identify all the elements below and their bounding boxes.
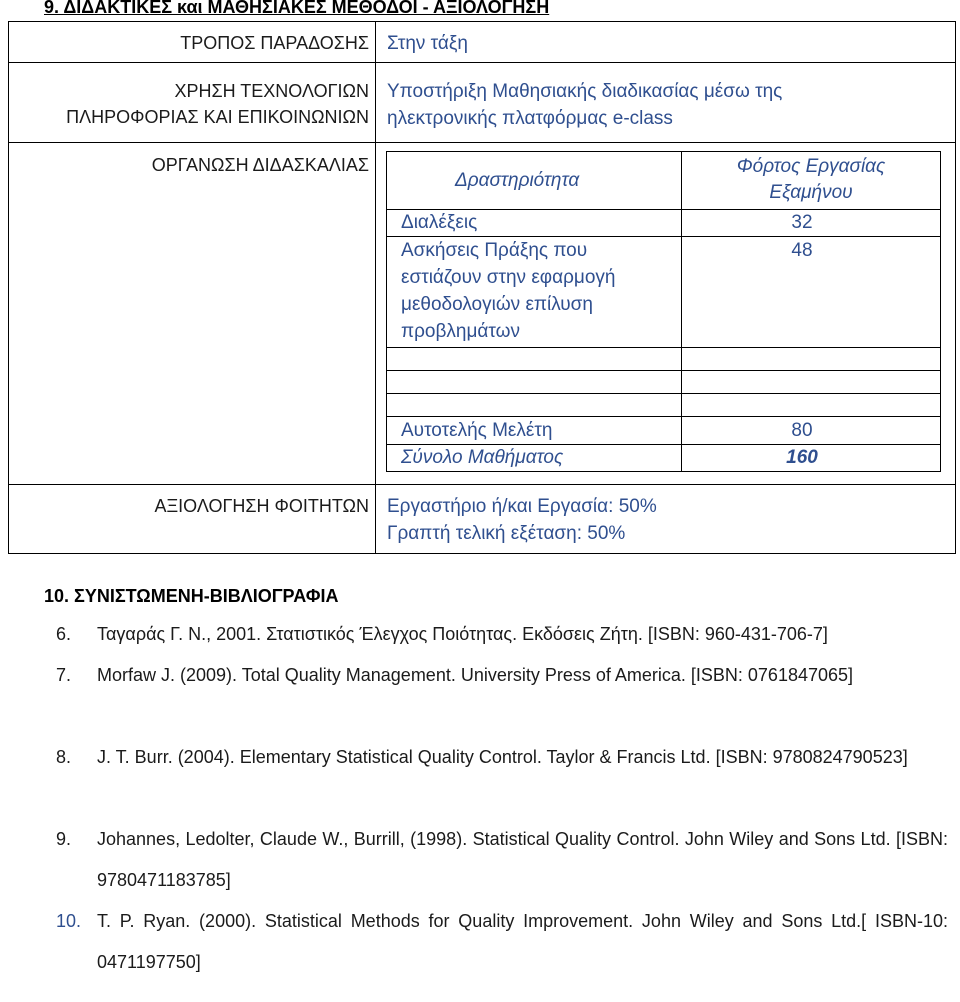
reference-text: Ταγαράς Γ. Ν., 2001. Στατιστικός Έλεγχος Ποιότητας. Εκδόσεις Ζήτη. [ISBN: 960-431-706-7] xyxy=(97,624,828,644)
exercises-label-line-2: εστιάζουν στην εφαρμογή xyxy=(401,267,616,288)
reference-item xyxy=(56,655,948,696)
delivery-label: ΤΡΟΠΟΣ ΠΑΡΑΔΟΣΗΣ xyxy=(180,33,369,53)
header-activity: Δραστηριότητα xyxy=(455,170,580,191)
self-study-label: Αυτοτελής Μελέτη xyxy=(401,420,553,441)
exercises-label-line-3: μεθοδολογιών επίλυση xyxy=(401,294,593,315)
org-label: ΟΡΓΑΝΩΣΗ ΔΙΔΑΣΚΑΛΙΑΣ xyxy=(151,155,369,175)
reference-item xyxy=(56,737,948,778)
reference-text: T. P. Ryan. (2000). Statistical Methods for Quality Improvement. John Wiley and Sons Ltd.[ ISBN-10: 0471197750] xyxy=(97,911,948,972)
reference-text: Johannes, Ledolter, Claude W., Burrill, (1998). Statistical Quality Control. John Wiley and Sons Ltd. [ISBN: 9780471183785] xyxy=(97,829,948,890)
exercises-label-line-1: Ασκήσεις Πράξης που xyxy=(401,240,588,261)
row-divider xyxy=(9,142,955,143)
exercises-label-line-4: προβλημάτων xyxy=(401,321,520,342)
ict-value-line-1: Υποστήριξη Μαθησιακής διαδικασίας μέσω της xyxy=(387,81,783,102)
workload-table xyxy=(386,151,941,472)
lectures-label: Διαλέξεις xyxy=(401,212,478,233)
section-10-title: 10. ΣΥΝΙΣΤΩΜΕΝΗ-ΒΙΒΛΙΟΓΡΑΦΙΑ xyxy=(44,586,339,606)
column-divider xyxy=(375,22,376,553)
self-study-value: 80 xyxy=(791,420,813,441)
total-label: Σύνολο Μαθήματος xyxy=(401,447,564,468)
workload-row-divider xyxy=(387,393,940,394)
header-workload-line-1: Φόρτος Εργασίας xyxy=(736,156,886,177)
reference-item xyxy=(56,614,948,655)
ict-label-line-2: ΠΛΗΡΟΦΟΡΙΑΣ ΚΑΙ ΕΠΙΚΟΙΝΩΝΙΩΝ xyxy=(66,107,369,127)
row-divider xyxy=(9,62,955,63)
lectures-value: 32 xyxy=(791,212,813,233)
row-divider xyxy=(9,484,955,485)
assessment-label: ΑΞΙΟΛΟΓΗΣΗ ΦΟΙΤΗΤΩΝ xyxy=(154,496,369,516)
reference-number: 10. xyxy=(56,911,82,931)
header-workload-line-2: Εξαμήνου xyxy=(769,182,853,203)
reference-text: J. T. Burr. (2004). Elementary Statistical Quality Control. Taylor & Francis Ltd. [ISBN: 9780824790523] xyxy=(97,747,908,767)
ict-label-line-1: ΧΡΗΣΗ ΤΕΧΝΟΛΟΓΙΩΝ xyxy=(174,81,369,101)
reference-number: 8. xyxy=(56,747,72,767)
section-9-title: 9. ΔΙΔΑΚΤΙΚΕΣ και ΜΑΘΗΣΙΑΚΕΣ ΜΕΘΟΔΟΙ - ΑΞΙΟΛΟΓΗΣΗ xyxy=(44,0,550,17)
reference-number: 6. xyxy=(56,624,72,644)
delivery-value: Στην τάξη xyxy=(387,33,468,54)
reference-item xyxy=(56,819,948,901)
workload-row-divider xyxy=(387,370,940,371)
reference-item xyxy=(56,901,948,983)
assessment-line-1: Εργαστήριο ή/και Εργασία: 50% xyxy=(387,496,657,517)
reference-number: 9. xyxy=(56,829,72,849)
total-value: 160 xyxy=(786,447,818,468)
exercises-value: 48 xyxy=(791,240,813,261)
workload-row-divider xyxy=(387,347,940,348)
assessment-line-2: Γραπτή τελική εξέταση: 50% xyxy=(387,523,626,544)
ict-value-line-2: ηλεκτρονικής πλατφόρμας e-class xyxy=(387,108,673,129)
reference-text: Morfaw J. (2009). Total Quality Management. University Press of America. [ISBN: 0761847065] xyxy=(97,665,854,685)
reference-number: 7. xyxy=(56,665,72,685)
